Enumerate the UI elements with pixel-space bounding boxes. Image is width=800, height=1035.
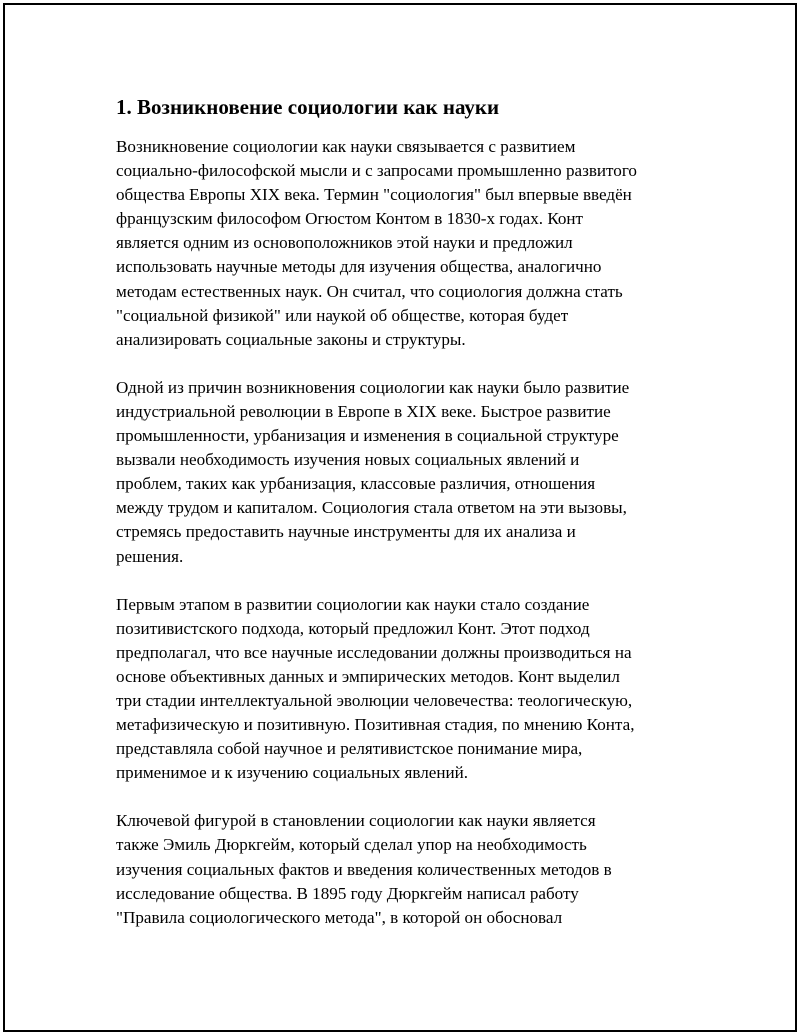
text-line: методам естественных наук. Он считал, что социология должна стать xyxy=(116,281,623,301)
text-line: индустриальной революции в Европе в XIX веке. Быстрое развитие xyxy=(116,401,611,421)
text-line: изучения социальных фактов и введения количественных методов в xyxy=(116,859,612,879)
text-line: применимое и к изучению социальных явлений. xyxy=(116,763,469,783)
section-heading: 1. Возникновение социологии как науки xyxy=(116,95,500,119)
text-line: позитивистского подхода, который предложил Конт. Этот подход xyxy=(116,618,590,638)
text-line: представляла собой научное и релятивистское понимание мира, xyxy=(116,739,583,759)
text-line: французским философом Огюстом Контом в 1830-х годах. Конт xyxy=(116,209,584,229)
text-line: решения. xyxy=(116,546,184,566)
text-line: промышленности, урбанизация и изменения в социальной структуре xyxy=(116,426,619,446)
text-line: "Правила социологического метода", в которой он обосновал xyxy=(116,907,563,927)
text-line: "социальной физикой" или наукой об обществе, которая будет xyxy=(116,305,569,325)
text-line: исследование общества. В 1895 году Дюркгейм написал работу xyxy=(116,883,579,903)
document-body xyxy=(116,93,686,954)
text-line: основе объективных данных и эмпирических методов. Конт выделил xyxy=(116,666,620,686)
paragraph-4 xyxy=(116,809,686,929)
text-line: социально-философской мысли и с запросами промышленно развитого xyxy=(116,161,637,181)
text-line: использовать научные методы для изучения общества, аналогично xyxy=(116,257,602,277)
text-line: проблем, таких как урбанизация, классовые различия, отношения xyxy=(116,474,596,494)
paragraph-1 xyxy=(116,135,686,352)
text-line: три стадии интеллектуальной эволюции человечества: теологическую, xyxy=(116,690,633,710)
text-line: общества Европы XIX века. Термин "социология" был впервые введён xyxy=(116,185,632,205)
paragraph-2 xyxy=(116,376,686,569)
text-line: Ключевой фигурой в становлении социологии как науки является xyxy=(116,811,596,831)
text-line: между трудом и капиталом. Социология стала ответом на эти вызовы, xyxy=(116,498,627,518)
text-line: метафизическую и позитивную. Позитивная стадия, по мнению Конта, xyxy=(116,715,635,735)
text-line: также Эмиль Дюркгейм, который сделал упор на необходимость xyxy=(116,835,587,855)
text-line: Одной из причин возникновения социологии как науки было развитие xyxy=(116,377,630,397)
text-line: вызвали необходимость изучения новых социальных явлений и xyxy=(116,450,580,470)
text-line: предполагал, что все научные исследовании должны производиться на xyxy=(116,642,632,662)
text-line: стремясь предоставить научные инструменты для их анализа и xyxy=(116,522,576,542)
text-line: Первым этапом в развитии социологии как науки стало создание xyxy=(116,594,590,614)
text-line: является одним из основоположников этой науки и предложил xyxy=(116,233,573,253)
paragraph-3 xyxy=(116,593,686,786)
text-line: анализировать социальные законы и структуры. xyxy=(116,329,466,349)
text-line: Возникновение социологии как науки связывается с развитием xyxy=(116,137,576,156)
